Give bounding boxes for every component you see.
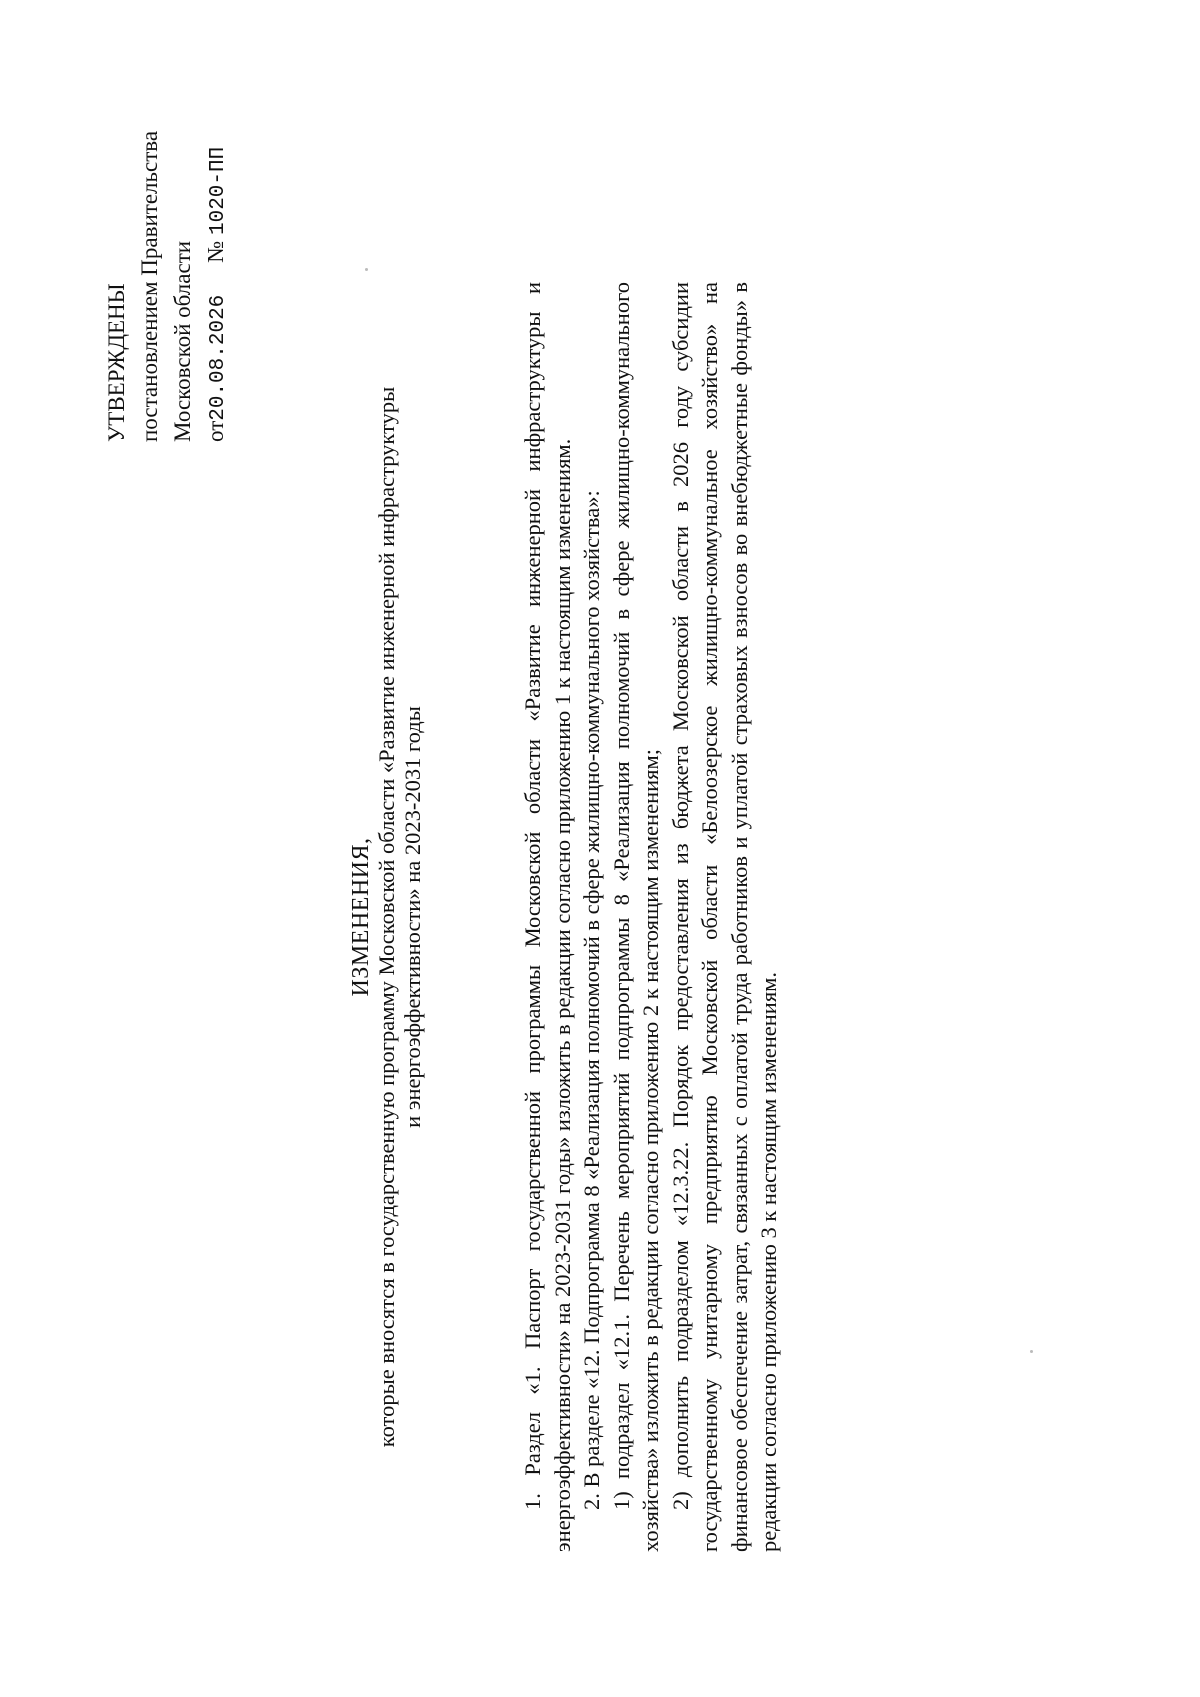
paragraph-4: 2) дополнить подразделом «12.3.22. Порядок предоставления из бюджета Московской области в 2026 году субсидии государственному унитарному предприятию Московской области «Белоозерское жилищно-коммунальное хозяйство» на финансовое обеспечение затрат, связанных с оплатой труда работников и уплатой страховых взносов во внебюджетные фонды» в редакции согласно приложению 3 к настоящим изменениям. bbox=[667, 282, 781, 1552]
approval-date-prefix: от bbox=[203, 420, 228, 442]
approval-number: 1020-ПП bbox=[207, 146, 230, 236]
approval-issuer: постановлением Правительства bbox=[137, 130, 162, 442]
paragraph-1: 1. Раздел «1. Паспорт государственной программы Московской области «Развитие инженерной инфраструктуры и энергоэффективности» на 2023-2031 годы» изложить в редакции согласно приложению 1 к настоящим изменениям. bbox=[520, 282, 575, 1552]
approval-date-number bbox=[199, 22, 235, 442]
paragraph-3: 1) подраздел «12.1. Перечень мероприятий подпрограммы 8 «Реализация полномочий в сфере жилищно-коммунального хозяйства» изложить в редакции согласно приложению 2 к настоящим изменениям; bbox=[608, 282, 663, 1552]
scan-speck bbox=[365, 268, 368, 271]
document-subtitle-line1: которые вносятся в государственную программу Московской области «Развитие инженерной инфраструктуры bbox=[374, 386, 399, 1448]
scan-speck bbox=[1030, 1350, 1033, 1353]
document-body bbox=[518, 282, 784, 1552]
paragraph-2: 2. В разделе «12. Подпрограмма 8 «Реализация полномочий в сфере жилищно-коммунального хозяйства»: bbox=[579, 490, 604, 1510]
document-title: ИЗМЕНЕНИЯ, bbox=[348, 837, 374, 997]
document-heading bbox=[348, 287, 426, 1547]
approval-region: Московской области bbox=[170, 240, 195, 442]
approval-title: УТВЕРЖДЕНЫ bbox=[104, 283, 129, 442]
document-subtitle-line2: и энергоэффективности» на 2023-2031 годы bbox=[400, 706, 425, 1128]
approval-number-prefix: № bbox=[203, 240, 228, 263]
approval-stamp-block bbox=[100, 22, 235, 442]
approval-date: 20.08.2026 bbox=[207, 294, 230, 421]
